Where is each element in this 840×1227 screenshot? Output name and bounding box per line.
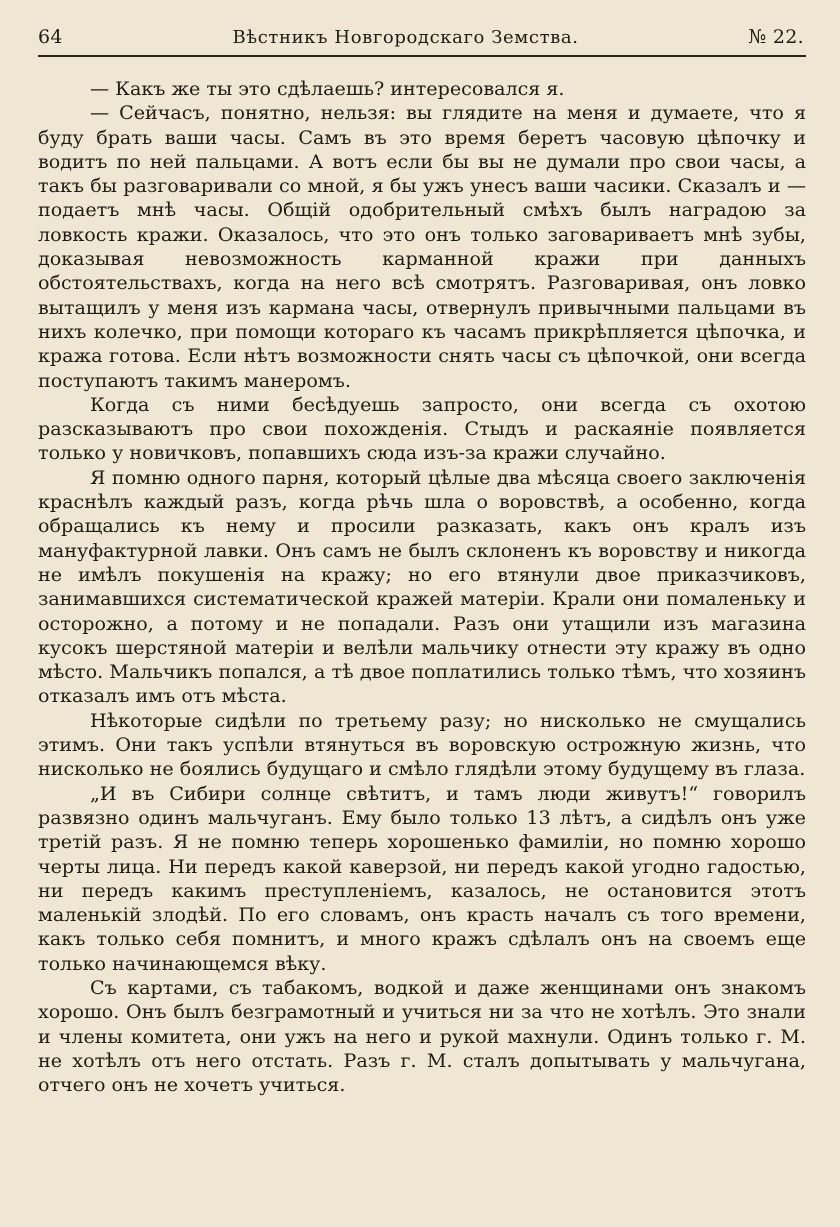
issue-number: № 22. <box>748 26 804 48</box>
article-body <box>38 57 806 1097</box>
paragraph: — Какъ же ты это сдѣлаешь? интересовался я. <box>90 77 565 100</box>
paragraph: Съ картами, съ табакомъ, водкой и даже женщинами онъ знакомъ хорошо. Онъ былъ безграмотный и учиться ни за что не хотѣлъ. Это знали и члены комитета, они ужъ на него и рукой махнули. Одинъ только г. М. не хотѣлъ отъ него отстать. Разъ г. М. сталъ допытывать у мальчугана, отчего онъ не хочетъ учиться. <box>38 975 806 1097</box>
page-number: 64 <box>38 26 63 48</box>
paragraph: Я помню одного парня, который цѣлые два мѣсяца своего заключенія краснѣлъ каждый разъ, когда рѣчь шла о воровствѣ, а особенно, когда обращались къ нему и просили разказать, какъ онъ кралъ изъ мануфактурной лавки. Онъ самъ не былъ склоненъ къ воровству и никогда не имѣлъ покушенія на кражу; но его втянули двое приказчиковъ, занимавшихся систематической кражей матеріи. Крали они помаленьку и осторожно, а потому и не попадали. Разъ они утащили изъ магазина кусокъ шерстяной матеріи и велѣли мальчику отнести эту кражу въ одно мѣсто. Мальчикъ попался, а тѣ двое поплатились только тѣмъ, что хозяинъ отказалъ имъ отъ мѣста. <box>38 465 806 708</box>
paragraph: — Сейчасъ, понятно, нельзя: вы глядите на меня и думаете, что я буду брать ваши часы. Самъ въ это время беретъ часовую цѣпочку и водитъ по ней пальцами. А вотъ если бы вы не думали про свои часы, а такъ бы разговаривали со мной, я бы ужъ унесъ ваши часики. Сказалъ и — подаетъ мнѣ часы. Общій одобрительный смѣхъ былъ наградою за ловкость кражи. Оказалось, что это онъ только заговариваетъ мнѣ зубы, доказывая невозможность карманной кражи при данныхъ обстоятельствахъ, когда на него всѣ смотрятъ. Разговаривая, онъ ловко вытащилъ у меня изъ кармана часы, отвернулъ привычными пальцами въ нихъ колечко, при помощи котораго къ часамъ прикрѣпляется цѣпочка, и кража готова. Если нѣтъ возможности снять часы съ цѣпочкой, они всегда поступаютъ такимъ манеромъ. <box>38 101 806 392</box>
journal-title: Вѣстникъ Новгородскаго Земства. <box>232 27 579 48</box>
paragraph: Когда съ ними бесѣдуешь запросто, они всегда съ охотою разсказываютъ про свои похожденія. Стыдъ и раскаяніе появляется только у новичковъ, попавшихъ сюда изъ-за кражи случайно. <box>38 392 806 465</box>
paragraph: „И въ Сибири солнце свѣтитъ, и тамъ люди живутъ!“ говорилъ развязно одинъ мальчуганъ. Ему было только 13 лѣтъ, а сидѣлъ онъ уже третій разъ. Я не помню теперь хорошенько фамиліи, но помню хорошо черты лица. Ни передъ какой каверзой, ни передъ какой угодно гадостью, ни передъ какимъ преступленіемъ, казалось, не остановится этотъ маленькій злодѣй. По его словамъ, онъ красть началъ съ того времени, какъ только себя помнитъ, и много кражъ сдѣлалъ онъ на своемъ еще только начинающемся вѣку. <box>38 781 806 975</box>
paragraph: Нѣкоторые сидѣли по третьему разу; но нисколько не смущались этимъ. Они такъ успѣли втянуться въ воровскую острожную жизнь, что нисколько не боялись будущаго и смѣло глядѣли этому будущему въ глаза. <box>38 708 806 781</box>
running-header <box>38 26 806 57</box>
